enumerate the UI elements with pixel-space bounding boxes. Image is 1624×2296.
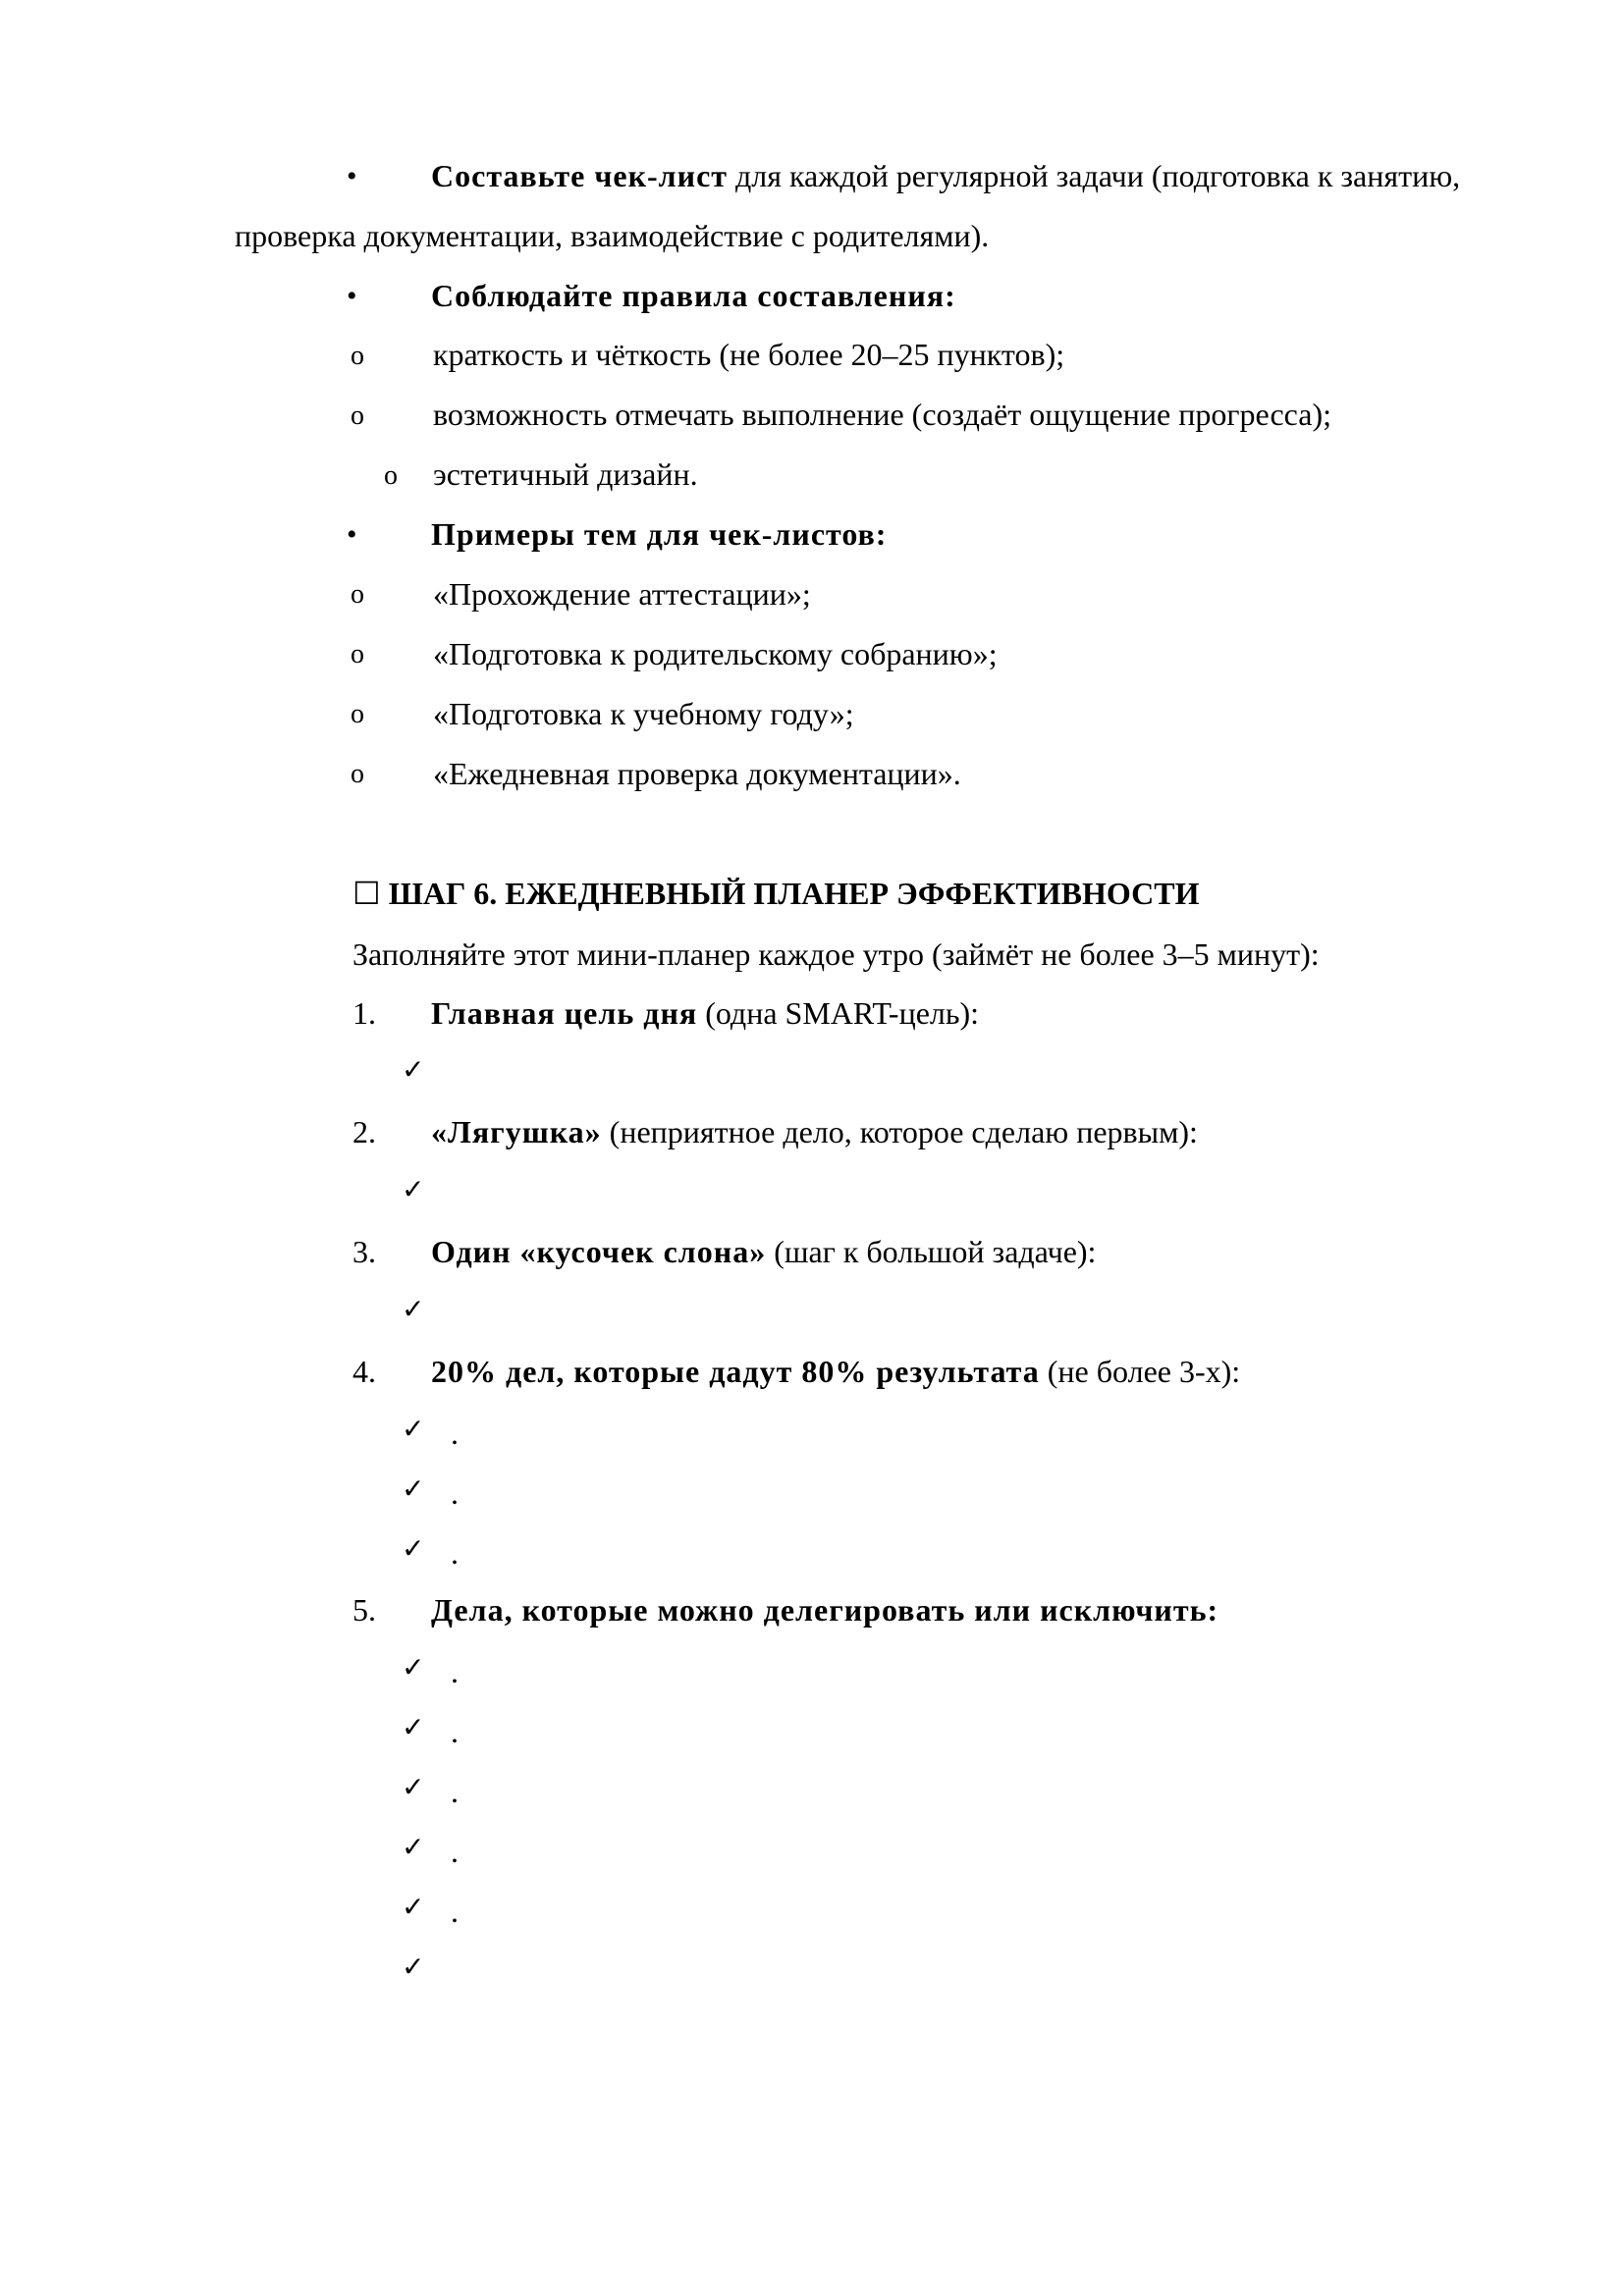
checkbox-icon: ☐: [352, 875, 381, 912]
sub-bullet-marker: o: [351, 759, 364, 789]
planner-item-bold: «Лягушка»: [431, 1114, 602, 1149]
blank-entry-dot: .: [451, 1774, 459, 1809]
topic-item: «Подготовка к родительскому собранию»;: [433, 636, 998, 671]
topics-heading: Примеры тем для чек-листов:: [431, 516, 888, 552]
blank-entry-dot: .: [451, 1714, 459, 1749]
check-icon: ✓: [402, 1053, 425, 1086]
planner-item-rest: (одна SMART-цель):: [697, 995, 980, 1031]
checklist-bold: Составьте чек-лист: [431, 158, 728, 193]
topic-item: «Прохождение аттестации»;: [433, 576, 811, 612]
blank-entry-dot: .: [451, 1475, 459, 1511]
topic-item: «Подготовка к учебному году»;: [433, 696, 854, 731]
planner-item-rest: (шаг к большой задаче):: [766, 1234, 1097, 1269]
item-number: 3.: [352, 1234, 376, 1269]
item-number: 2.: [352, 1114, 376, 1149]
rule-item: краткость и чёткость (не более 20–25 пунктов);: [433, 337, 1065, 372]
planner-item-bold: Главная цель дня: [431, 995, 698, 1031]
planner-item: [431, 1356, 1240, 1387]
sub-bullet-marker: o: [384, 460, 398, 491]
planner-item: [431, 997, 979, 1029]
checklist-continuation: проверка документации, взаимодействие с родителями).: [235, 218, 990, 253]
check-icon: ✓: [402, 1711, 425, 1743]
item-number: 5.: [352, 1592, 376, 1628]
planner-item: [431, 1116, 1198, 1148]
planner-item-bold: Один «кусочек слона»: [431, 1234, 767, 1269]
planner-item: [431, 1236, 1096, 1267]
sub-bullet-marker: o: [351, 579, 364, 610]
planner-item-rest: (не более 3-х):: [1039, 1354, 1241, 1389]
sub-bullet-marker: o: [351, 699, 364, 729]
checklist-rest: для каждой регулярной задачи (подготовка к занятию,: [727, 158, 1461, 193]
rule-item: возможность отмечать выполнение (создаёт ощущение прогресса);: [433, 397, 1331, 432]
check-icon: ✓: [402, 1173, 425, 1205]
step6-heading: [352, 875, 1200, 912]
check-icon: ✓: [402, 1413, 425, 1445]
blank-entry-dot: .: [451, 1535, 459, 1571]
sub-bullet-marker: o: [351, 341, 364, 371]
blank-entry-dot: .: [451, 1415, 459, 1451]
rule-item: эстетичный дизайн.: [433, 456, 698, 492]
bullet-marker: •: [347, 280, 357, 312]
check-icon: ✓: [402, 1950, 425, 1983]
check-icon: ✓: [402, 1651, 425, 1683]
bullet-marker: •: [347, 518, 357, 551]
topic-item: «Ежедневная проверка документации».: [433, 756, 961, 791]
sub-bullet-marker: o: [351, 400, 364, 431]
planner-item-bold: 20% дел, которые дадут 80% результата: [431, 1354, 1040, 1389]
check-icon: ✓: [402, 1891, 425, 1923]
check-icon: ✓: [402, 1771, 425, 1803]
item-number: 1.: [352, 995, 376, 1031]
planner-item: [431, 1594, 1218, 1626]
rules-heading: Соблюдайте правила составления:: [431, 278, 956, 313]
check-icon: ✓: [402, 1472, 425, 1505]
step6-intro: Заполняйте этот мини-планер каждое утро (займёт не более 3–5 минут):: [352, 936, 1320, 972]
item-number: 4.: [352, 1354, 376, 1389]
step6-title: ШАГ 6. ЕЖЕДНЕВНЫЙ ПЛАНЕР ЭФФЕКТИВНОСТИ: [388, 876, 1200, 911]
check-icon: ✓: [402, 1831, 425, 1863]
blank-entry-dot: .: [451, 1654, 459, 1689]
sub-bullet-marker: o: [351, 639, 364, 669]
check-icon: ✓: [402, 1532, 425, 1565]
check-icon: ✓: [402, 1293, 425, 1325]
planner-item-bold: Дела, которые можно делегировать или исключить:: [431, 1592, 1219, 1628]
blank-entry-dot: .: [451, 1834, 459, 1869]
blank-entry-dot: .: [451, 1894, 459, 1929]
checklist-paragraph: [431, 160, 1460, 191]
planner-item-rest: (неприятное дело, которое сделаю первым):: [601, 1114, 1198, 1149]
bullet-marker: •: [347, 160, 357, 192]
